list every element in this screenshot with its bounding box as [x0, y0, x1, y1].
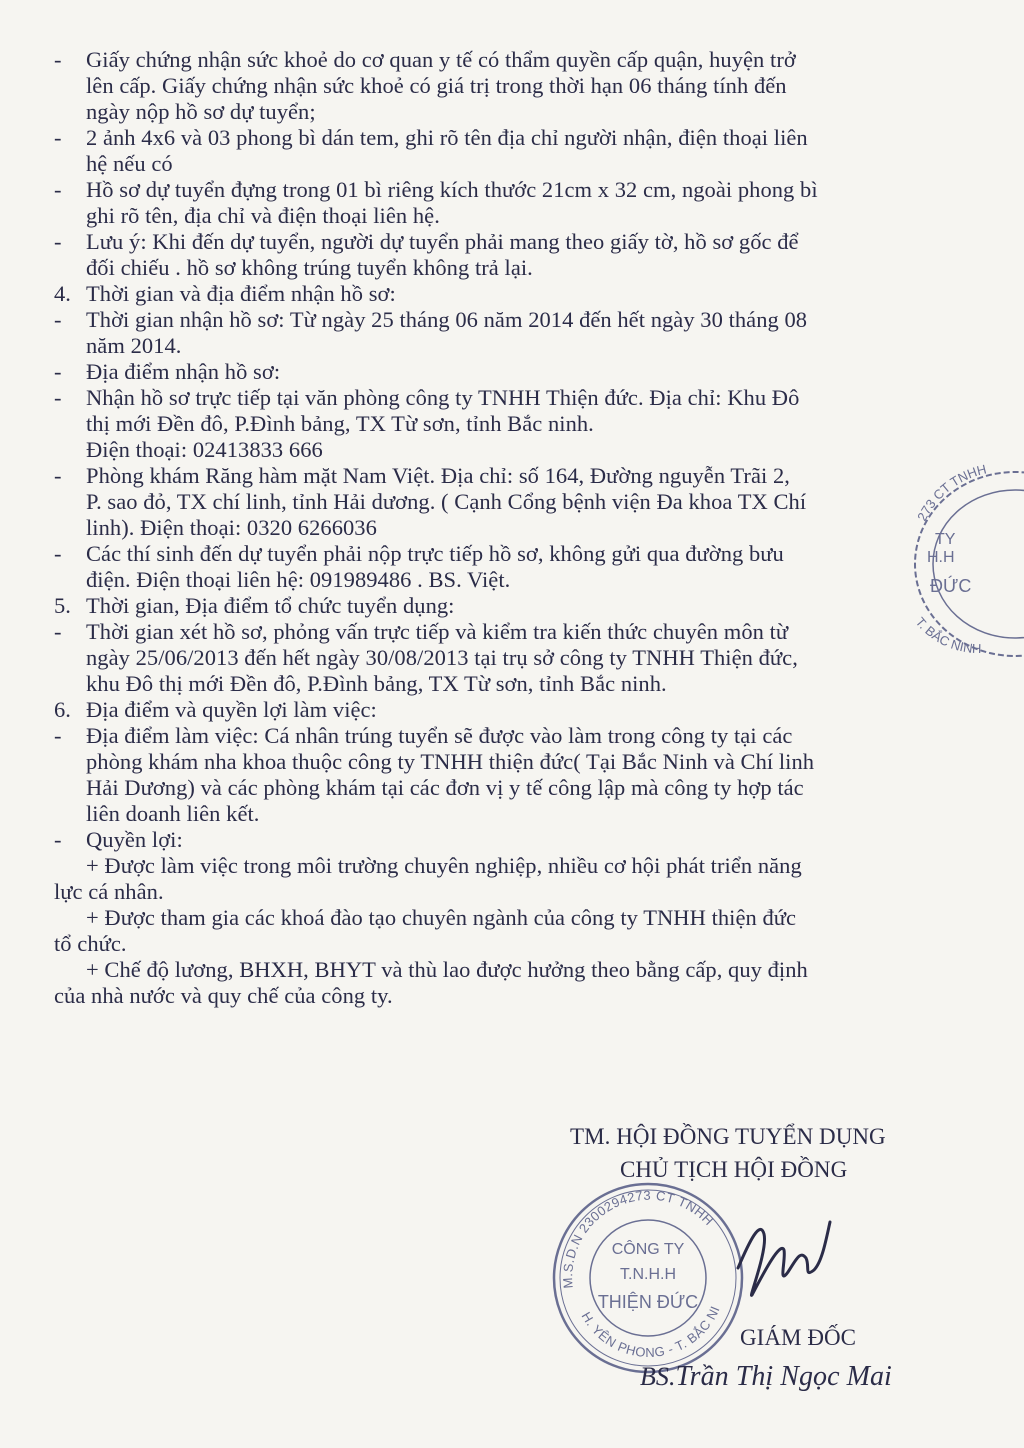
partial-seal-center-text: ĐỨC — [930, 576, 972, 596]
seal-center-text: CÔNG TY — [611, 1241, 685, 1258]
line-text: điện. Điện thoại liên hệ: 091989486 . BS. Việt. — [86, 567, 511, 592]
line-text: Hải Dương) và các phòng khám tại các đơn vị y tế công lập mà công ty hợp tác — [86, 775, 804, 800]
line-text: phòng khám nha khoa thuộc công ty TNHH thiện đức( Tại Bắc Ninh và Chí linh — [86, 749, 815, 774]
line-text: + Được tham gia các khoá đào tạo chuyên ngành của công ty TNHH thiện đức — [86, 905, 797, 930]
line-text: đối chiếu . hồ sơ không trúng tuyển không trả lại. — [86, 255, 533, 280]
seal-ring-top: M.S.D.N 2300294273 CT TNHH — [560, 1187, 717, 1289]
line-text: + Được làm việc trong môi trường chuyên nghiệp, nhiều cơ hội phát triển năng — [86, 853, 802, 878]
line-text: Nhận hồ sơ trực tiếp tại văn phòng công ty TNHH Thiện đức. Địa chỉ: Khu Đô — [86, 385, 800, 410]
partial-seal-center-text: H.H — [927, 549, 955, 566]
section-number: 5. — [54, 593, 71, 618]
line-text: Thời gian và địa điểm nhận hồ sơ: — [86, 281, 396, 306]
bullet-dash: - — [54, 463, 62, 488]
line-text: Địa điểm làm việc: Cá nhân trúng tuyển sẽ được vào làm trong công ty tại các — [86, 723, 793, 748]
director-name-prefix: BS. — [640, 1362, 676, 1391]
line-text: Giấy chứng nhận sức khoẻ do cơ quan y tế có thẩm quyền cấp quận, huyện trở — [86, 47, 796, 72]
line-text: Hồ sơ dự tuyển đựng trong 01 bì riêng kích thước 21cm x 32 cm, ngoài phong bì — [86, 177, 818, 202]
line-text: liên doanh liên kết. — [86, 801, 260, 826]
line-text: thị mới Đền đô, P.Đình bảng, TX Từ sơn, tỉnh Bắc ninh. — [86, 411, 594, 436]
partial-seal-ring-bottom: T. BẮC NINH — [912, 614, 982, 657]
line-text: của nhà nước và quy chế của công ty. — [54, 983, 393, 1008]
line-text: Quyền lợi: — [86, 827, 183, 852]
company-seal — [548, 1178, 748, 1378]
handwritten-signature — [730, 1200, 840, 1310]
bullet-dash: - — [54, 177, 62, 202]
line-text: 2 ảnh 4x6 và 03 phong bì dán tem, ghi rõ tên địa chỉ người nhận, điện thoại liên — [86, 125, 808, 150]
bullet-dash: - — [54, 125, 62, 150]
seal-ring-bottom: H. YÊN PHONG - T. BẮC NI — [578, 1303, 723, 1360]
section-number: 4. — [54, 281, 71, 306]
line-text: P. sao đỏ, TX chí linh, tỉnh Hải dương. ( Cạnh Cổng bệnh viện Đa khoa TX Chí — [86, 489, 807, 514]
bullet-dash: - — [54, 307, 62, 332]
line-text: Phòng khám Răng hàm mặt Nam Việt. Địa chỉ: số 164, Đường nguyễn Trãi 2, — [86, 463, 790, 488]
line-text: linh). Điện thoại: 0320 6266036 — [86, 515, 377, 540]
partial-company-seal — [905, 462, 1024, 662]
line-text: + Chế độ lương, BHXH, BHYT và thù lao được hưởng theo bằng cấp, quy định — [86, 957, 808, 982]
line-text: Lưu ý: Khi đến dự tuyển, người dự tuyển phải mang theo giấy tờ, hồ sơ gốc để — [86, 229, 799, 254]
seal-center-text: THIỆN ĐỨC — [597, 1292, 699, 1312]
council-org-line: TM. HỘI ĐỒNG TUYỂN DỤNG — [570, 1124, 886, 1149]
line-text: ghi rõ tên, địa chỉ và điện thoại liên hệ. — [86, 203, 440, 228]
director-title: GIÁM ĐỐC — [740, 1325, 857, 1350]
line-text: Địa điểm nhận hồ sơ: — [86, 359, 281, 384]
seal-center-text: T.N.H.H — [620, 1266, 676, 1283]
line-text: tổ chức. — [54, 931, 127, 956]
line-text: lực cá nhân. — [54, 879, 164, 904]
line-text: khu Đô thị mới Đền đô, P.Đình bảng, TX Từ sơn, tỉnh Bắc ninh. — [86, 671, 667, 696]
bullet-dash: - — [54, 385, 62, 410]
bullet-dash: - — [54, 229, 62, 254]
director-name — [640, 1361, 892, 1392]
line-text: Địa điểm và quyền lợi làm việc: — [86, 697, 377, 722]
line-text: Các thí sinh đến dự tuyển phải nộp trực tiếp hồ sơ, không gửi qua đường bưu — [86, 541, 784, 566]
line-text: Thời gian xét hồ sơ, phỏng vấn trực tiếp và kiểm tra kiến thức chuyên môn từ — [86, 619, 789, 644]
line-text: năm 2014. — [86, 333, 182, 358]
bullet-dash: - — [54, 827, 62, 852]
section-number: 6. — [54, 697, 71, 722]
bullet-dash: - — [54, 359, 62, 384]
director-name-text: Trần Thị Ngọc Mai — [675, 1361, 892, 1392]
line-text: Thời gian nhận hồ sơ: Từ ngày 25 tháng 06 năm 2014 đến hết ngày 30 tháng 08 — [86, 307, 808, 332]
bullet-dash: - — [54, 619, 62, 644]
council-chair-line: CHỦ TỊCH HỘI ĐỒNG — [620, 1157, 848, 1182]
line-text: hệ nếu có — [86, 151, 173, 176]
bullet-dash: - — [54, 723, 62, 748]
line-text: lên cấp. Giấy chứng nhận sức khoẻ có giá trị trong thời hạn 06 tháng tính đến — [86, 73, 787, 98]
line-text: Điện thoại: 02413833 666 — [86, 437, 323, 462]
line-text: ngày 25/06/2013 đến hết ngày 30/08/2013 tại trụ sở công ty TNHH Thiện đức, — [86, 645, 798, 670]
bullet-dash: - — [54, 541, 62, 566]
partial-seal-center-text: TY — [935, 531, 956, 548]
bullet-dash: - — [54, 47, 62, 72]
partial-seal-ring-text: 273 CT TNHH — [914, 462, 988, 524]
line-text: Thời gian, Địa điểm tổ chức tuyển dụng: — [86, 593, 455, 618]
line-text: ngày nộp hồ sơ dự tuyển; — [86, 99, 316, 124]
